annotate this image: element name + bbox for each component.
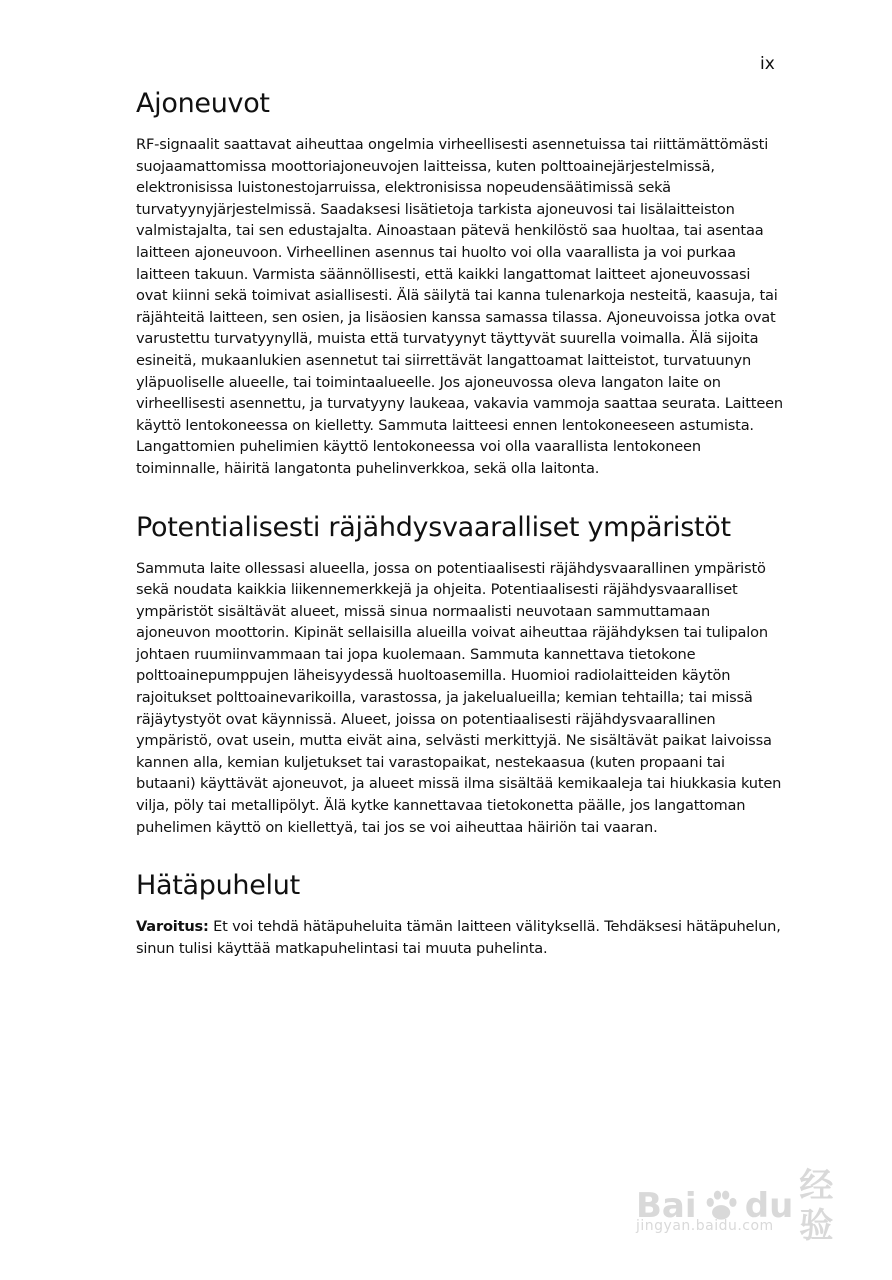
watermark-logo bbox=[636, 1166, 861, 1246]
watermark-logo-jingyan: 经验 bbox=[799, 1166, 834, 1246]
baidu-watermark bbox=[636, 1150, 861, 1265]
warning-label: Varoitus: bbox=[136, 918, 209, 936]
watermark-url: jingyan.baidu.com bbox=[636, 1218, 774, 1234]
section-ajoneuvot bbox=[136, 86, 786, 480]
section-heading: Ajoneuvot bbox=[136, 88, 270, 119]
section-paragraph bbox=[136, 916, 786, 959]
section-heading: Potentialisesti räjähdysvaaralliset ympäristöt bbox=[136, 511, 731, 543]
section-heading: Hätäpuhelut bbox=[136, 870, 300, 902]
watermark-logo-du: du bbox=[744, 1186, 794, 1226]
section-explosive-environments bbox=[136, 510, 786, 839]
document-content bbox=[136, 86, 786, 959]
section-paragraph: RF-signaalit saattavat aiheuttaa ongelmia virheellisesti asennetuissa tai riittämättömästi suojaamattomissa moottoriajoneuvojen laitteissa, kuten polttoainejärjestelmissä, elektronisissa luistonestojarruissa, elektronisissa nopeudensäätimissä sekä turvatyynyjärjestelmissä. Saadaksesi lisätietoja tarkista ajoneuvosi tai lisälaitteiston valmistajalta, tai sen edustajalta. Ainoastaan pätevä henkilöstö saa huoltaa, tai asentaa laitteen ajoneuvoon. Virheellinen asennus tai huolto voi olla vaarallista ja voi purkaa laitteen takuun. Varmista säännöllisesti, että kaikki langattomat laitteet ajoneuvossasi ovat kiinni sekä toimivat asiallisesti. Älä säilytä tai kanna tulenarkoja nesteitä, kaasuja, tai räjähteitä laitteen, sen osien, ja lisäosien kanssa samassa tilassa. Ajoneuvoissa jotka ovat varustettu turvatyynyllä, muista että turvatyynyt täyttyvät suurella voimalla. Älä sijoita esineitä, mukaanlukien asennetut tai siirrettävät langattoamat laitteistot, turvatuunyn yläpuoliselle alueelle, tai toimintaalueelle. Jos ajoneuvossa oleva langaton laite on virheellisesti asennettu, ja turvatyyny laukeaa, vakavia vammoja saattaa seurata. Laitteen käyttö lentokoneessa on kielletty. Sammuta laitteesi ennen lentokoneeseen astumista. Langattomien puhelimien käyttö lentokoneessa voi olla vaarallista lentokoneen toiminnalle, häiritä langatonta puhelinverkkoa, sekä olla laitonta. bbox=[136, 136, 783, 477]
watermark-logo-bai: Bai bbox=[636, 1186, 697, 1226]
warning-text: Et voi tehdä hätäpuheluita tämän laitteen välityksellä. Tehdäksesi hätäpuhelun, sinun tulisi käyttää matkapuhelintasi tai muuta puhelinta. bbox=[136, 918, 781, 957]
page-number: ix bbox=[760, 54, 775, 74]
section-paragraph: Sammuta laite ollessasi alueella, jossa on potentiaalisesti räjähdysvaarallinen ympäristö sekä noudata kaikkia liikennemerkkejä ja ohjeita. Potentiaalisesti räjähdysvaaralliset ympäristöt sisältävät alueet, missä sinua normaalisti neuvotaan sammuttamaan ajoneuvon moottorin. Kipinät sellaisilla alueilla voivat aiheuttaa räjähdyksen tai tulipalon johtaen ruumiinvammaan tai jopa kuolemaan. Sammuta kannettava tietokone polttoainepumppujen läheisyydessä huoltoasemilla. Huomioi radiolaitteiden käytön rajoitukset polttoainevarikoilla, varastossa, ja jakelualueilla; kemian tehtailla; tai missä räjäytystyöt ovat käynnissä. Alueet, joissa on potentiaalisesti räjähdysvaarallinen ympäristö, ovat usein, mutta eivät aina, selvästi merkittyjä. Ne sisältävät paikat laivoissa kannen alla, kemian kuljetukset tai varastopaikat, nestekaasua (kuten propaani tai butaani) käyttävät ajoneuvot, ja alueet missä ilma sisältää kemikaaleja tai hiukkasia kuten vilja, pöly tai metallipölyt. Älä kytke kannettavaa tietokonetta päälle, jos langattoman puhelimen käyttö on kiellettyä, tai jos se voi aiheuttaa häiriön tai vaaran. bbox=[136, 559, 782, 836]
section-emergency-calls bbox=[136, 868, 786, 959]
